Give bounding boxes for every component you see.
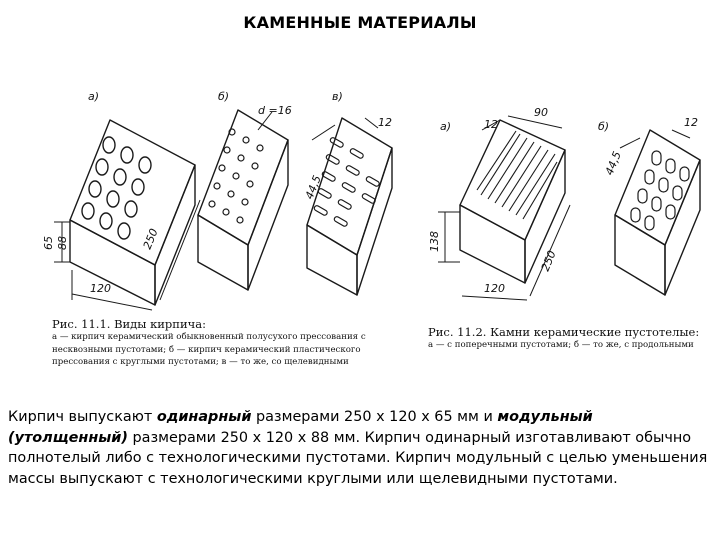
fig2-dim-120: 120 [484, 282, 505, 295]
fig2-dim-90: 90 [534, 106, 548, 119]
figure2-caption [428, 325, 713, 352]
para-text-3: размерами 250 х 120 х 88 мм. Кирпич одинарный изготавливают обычно полнотелый либо с технологическими пустотами. Кирпич модульный с целью уменьшения массы выпускают с технологическими круглыми или щелевидными пустотами. [8, 429, 708, 487]
para-term-single: одинарный [156, 409, 252, 425]
page-title: КАМЕННЫЕ МАТЕРИАЛЫ [243, 13, 477, 32]
fig1-label-a: а) [88, 90, 100, 103]
fig2-dim-138: 138 [428, 231, 441, 252]
figure1-caption [52, 317, 402, 369]
fig1-dim-88: 88 [56, 236, 69, 250]
para-term-modular: модульный (утолщенный) [8, 409, 593, 446]
figure2-caption-title: Рис. 11.2. Камни керамические пустотелые: [428, 325, 700, 339]
fig2-dim-12: 12 [484, 118, 498, 131]
fig1-dim-250: 250 [140, 226, 161, 252]
brick-a-solid-hollows [54, 120, 200, 310]
brick-v-slot-hollows [307, 118, 392, 295]
fig1-dim-44-5: 44,5 [302, 173, 324, 202]
fig2-dim-12b: 12 [684, 116, 698, 129]
figure1-caption-body: а — кирпич керамический обыкновенный полусухого прессования с несквозными пустотами; б — кирпич керамический пластического прессования с круглыми пустотами; в — то же, со щелевидными [52, 332, 366, 367]
fig1-label-d16: d =16 [258, 104, 292, 117]
stone-b-longitudinal-hollows [615, 130, 700, 295]
fig1-dim-12: 12 [378, 116, 392, 129]
fig1-label-b: б) [218, 90, 230, 103]
fig2-label-b: б) [598, 120, 610, 133]
fig1-label-v: в) [332, 90, 343, 103]
fig1-dim-120: 120 [90, 282, 111, 295]
figure2-caption-body: а — с поперечными пустотами; б — то же, с продольными [428, 340, 694, 350]
figure1-caption-title: Рис. 11.1. Виды кирпича: [52, 317, 206, 331]
fig2-dim-44-5: 44,5 [602, 149, 624, 178]
para-text-1: Кирпич выпускают [8, 409, 157, 425]
brick-b-round-hollows [198, 110, 288, 290]
fig2-dim-250: 250 [538, 248, 559, 274]
description-paragraph [8, 407, 714, 489]
para-text-2: размерами 250 х 120 х 65 мм и [251, 409, 498, 425]
fig2-label-a: а) [440, 120, 452, 133]
fig1-dim-65: 65 [42, 236, 55, 250]
